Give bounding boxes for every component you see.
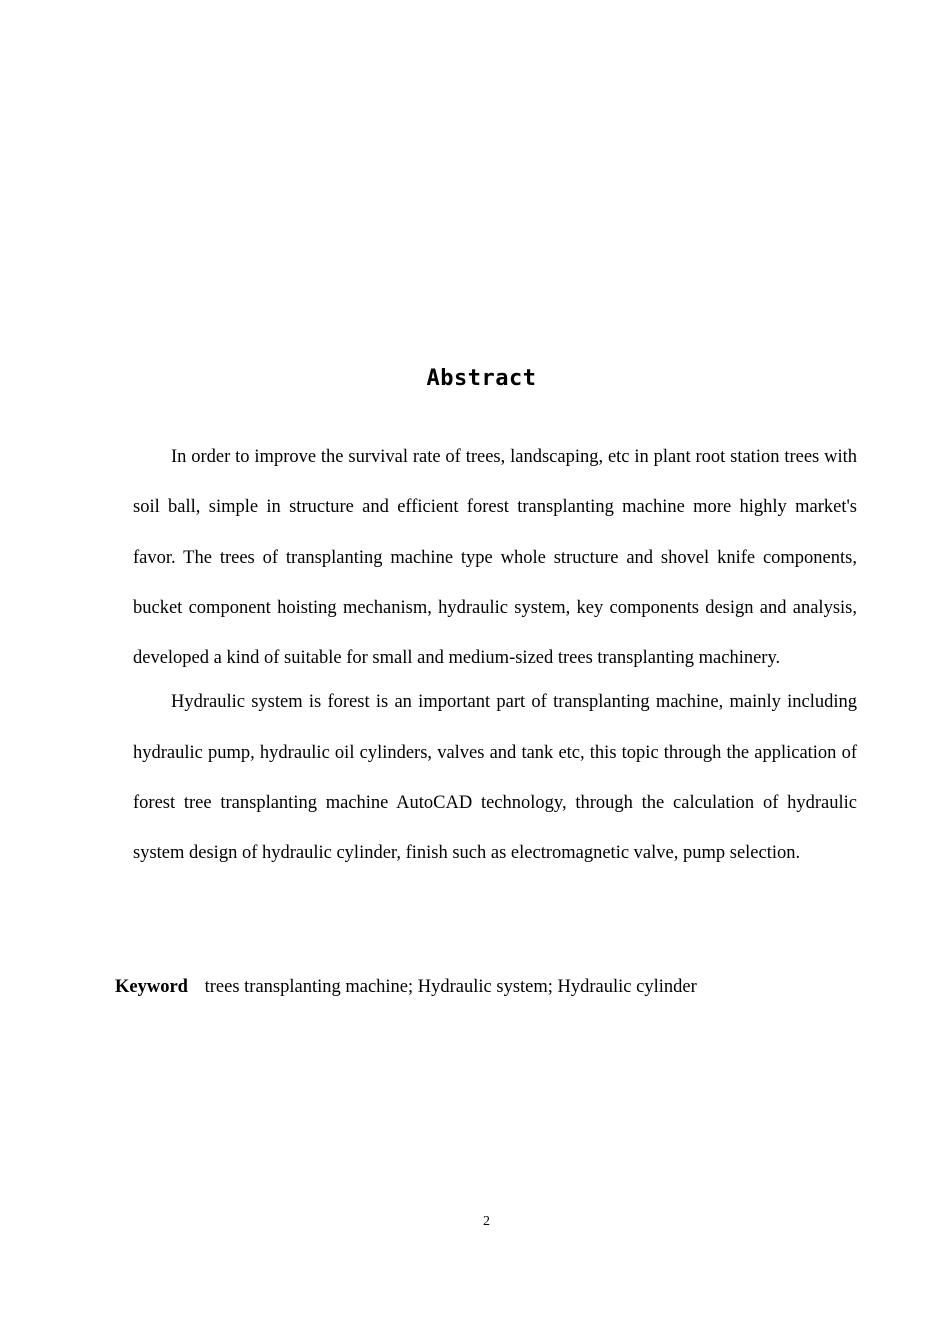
keywords-line (115, 973, 875, 1001)
keywords-label: Keyword (115, 977, 188, 997)
abstract-paragraph-1: In order to improve the survival rate of trees, landscaping, etc in plant root station trees with soil ball, simple in structure and efficient forest transplanting machine more highly market's favor. The trees of transplanting machine type whole structure and shovel knife components, bucket component hoisting mechanism, hydraulic system, key components design and analysis, developed a kind of suitable for small and medium-sized trees transplanting machinery. (133, 447, 857, 669)
abstract-paragraph-2: Hydraulic system is forest is an important part of transplanting machine, mainly including hydraulic pump, hydraulic oil cylinders, valves and tank etc, this topic through the application of forest tree transplanting machine AutoCAD technology, through the calculation of hydraulic system design of hydraulic cylinder, finish such as electromagnetic valve, pump selection. (133, 692, 857, 864)
keywords-text: trees transplanting machine; Hydraulic system; Hydraulic cylinder (204, 977, 697, 997)
page-number: 2 (483, 1214, 490, 1229)
abstract-body (133, 432, 857, 879)
abstract-title: Abstract (426, 366, 537, 391)
